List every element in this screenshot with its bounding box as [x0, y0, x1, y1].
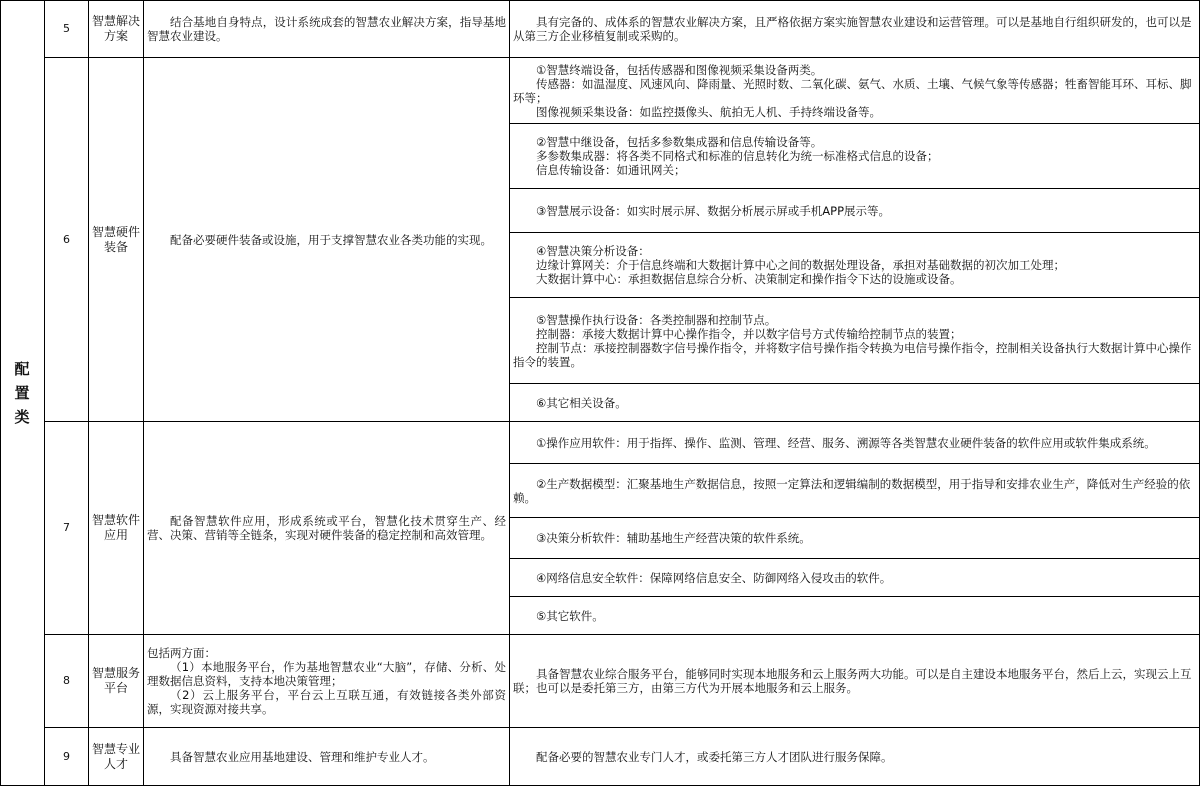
description-text: 配备必要硬件装备或设施，用于支撑智慧农业各类功能的实现。 [170, 232, 492, 247]
description-line: 包括两方面： [147, 646, 216, 660]
requirement-line: ②生产数据模型：汇聚基地生产数据信息，按照一定算法和逻辑编制的数据模型，用于指导和安排农业生产，降低对生产经验的依赖。 [513, 476, 1191, 505]
item-description [144, 0, 510, 58]
row-number: 9 [45, 728, 89, 786]
row-number: 8 [45, 635, 89, 728]
item-name: 智慧专业人才 [89, 728, 144, 786]
requirement-line: ③智慧展示设备：如实时展示屏、数据分析展示屏或手机APP展示等。 [536, 203, 891, 218]
requirement-line: 传感器：如温湿度、风速风向、降雨量、光照时数、二氧化碳、氨气、水质、土壤、气候气象等传感器；牲畜智能耳环、耳标、脚环等； [513, 76, 1192, 105]
requirement-subcell [510, 124, 1200, 189]
item-name: 智慧解决方案 [89, 0, 144, 58]
requirement-line: 边缘计算网关：介于信息终端和大数据计算中心之间的数据处理设备，承担对基础数据的初次加工处理； [536, 258, 1065, 272]
requirement-line: ①操作应用软件：用于指挥、操作、监测、管理、经营、服务、溯源等各类智慧农业硬件装备的软件应用或软件集成系统。 [536, 435, 1156, 450]
requirement-subcell [510, 518, 1200, 559]
description-text: 配备智慧软件应用，形成系统或平台，智慧化技术贯穿生产、经营、决策、营销等全链条，实现对硬件装备的稳定控制和高效管理。 [147, 514, 506, 542]
requirement-line: ①智慧终端设备，包括传感器和图像视频采集设备两类。 [536, 62, 823, 77]
category-char: 置 [14, 383, 30, 402]
requirement-line: ⑤其它软件。 [536, 608, 604, 623]
requirement-subcell [510, 58, 1200, 124]
item-description [144, 635, 510, 728]
requirement-line: 图像视频采集设备：如监控摄像头、航拍无人机、手持终端设备等。 [536, 104, 881, 119]
requirement-line: 控制器：承接大数据计算中心操作指令，并以数字信号方式传输给控制节点的装置； [536, 326, 962, 341]
item-description [144, 728, 510, 786]
requirement-subcell [510, 559, 1200, 597]
item-requirement [510, 635, 1200, 728]
item-name: 智慧硬件装备 [89, 58, 144, 422]
row-number: 5 [45, 0, 89, 58]
requirement-subcell [510, 422, 1200, 464]
description-text: 具备智慧农业应用基地建设、管理和维护专业人才。 [170, 749, 435, 764]
requirement-subcell [510, 189, 1200, 233]
category-char: 类 [14, 407, 30, 426]
requirement-text: 配备必要的智慧农业专门人才，或委托第三方人才团队进行服务保障。 [536, 749, 893, 764]
row-number: 7 [45, 422, 89, 635]
requirement-text: 具备智慧农业综合服务平台，能够同时实现本地服务和云上服务两大功能。可以是自主建设本地服务平台，然后上云，实现云上互联；也可以是委托第三方，由第三方代为开展本地服务和云上服务。 [513, 667, 1192, 695]
requirement-line: ④智慧决策分析设备： [536, 244, 650, 258]
requirement-line: 多参数集成器：将各类不同格式和标准的信息转化为统一标准格式信息的设备； [536, 149, 939, 163]
requirement-line: 控制节点：承接控制器数字信号操作指令，并将数字信号操作指令转换为电信号操作指令，控制相关设备执行大数据计算中心操作指令的装置。 [513, 340, 1192, 369]
requirement-subcell [510, 233, 1200, 298]
item-name: 智慧服务平台 [89, 635, 144, 728]
description-line: （1）本地服务平台，作为基地智慧农业“大脑”，存储、分析、处理数据信息资料，支持本地决策管理； [147, 660, 506, 688]
requirement-line: 信息传输设备：如通讯网关； [536, 163, 686, 177]
requirement-subcell [510, 298, 1200, 384]
category-char: 配 [14, 359, 30, 378]
item-description [144, 58, 510, 422]
item-requirement [510, 0, 1200, 58]
category-cell [0, 0, 45, 786]
requirement-line: ②智慧中继设备，包括多参数集成器和信息传输设备等。 [536, 135, 823, 149]
requirement-line: ④网络信息安全软件：保障网络信息安全、防御网络入侵攻击的软件。 [536, 570, 892, 585]
item-description [144, 422, 510, 635]
requirement-line: ⑥其它相关设备。 [536, 395, 627, 410]
requirement-subcell [510, 597, 1200, 635]
requirement-subcell [510, 384, 1200, 422]
requirement-text: 具有完备的、成体系的智慧农业解决方案，且严格依据方案实施智慧农业建设和运营管理。可以是基地自行组织研发的，也可以是从第三方企业移植复制或采购的。 [513, 14, 1192, 43]
description-line: （2）云上服务平台，平台云上互联互通，有效链接各类外部资源，实现资源对接共享。 [147, 688, 506, 716]
item-requirement [510, 728, 1200, 786]
requirement-subcell [510, 464, 1200, 518]
row-number: 6 [45, 58, 89, 422]
description-text: 结合基地自身特点，设计系统成套的智慧农业解决方案，指导基地智慧农业建设。 [147, 14, 506, 43]
requirement-line: ③决策分析软件：辅助基地生产经营决策的软件系统。 [536, 531, 811, 545]
requirement-line: ⑤智慧操作执行设备：各类控制器和控制节点。 [536, 312, 777, 327]
item-name: 智慧软件应用 [89, 422, 144, 635]
requirement-line: 大数据计算中心：承担数据信息综合分析、决策制定和操作指令下达的设施或设备。 [536, 272, 962, 286]
